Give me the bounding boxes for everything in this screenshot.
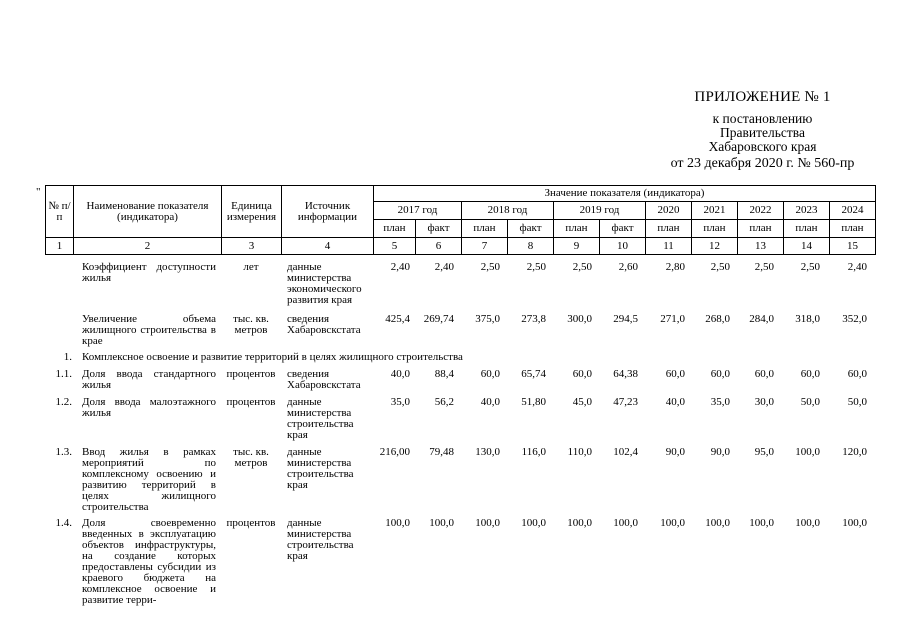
row-number: 1.3.	[55, 446, 72, 458]
value-cell: 60,0	[710, 368, 730, 380]
value-cell: 100,0	[842, 517, 867, 529]
value-cell: 47,23	[613, 396, 638, 408]
value-cell: 2,50	[480, 261, 500, 273]
column-number: 12	[692, 238, 738, 255]
indicator-name: Увеличение объема жилищного строительства в крае	[82, 313, 216, 347]
value-cell: 35,0	[710, 396, 730, 408]
plan-label: план	[738, 220, 784, 238]
column-number: 14	[784, 238, 830, 255]
indicator-name: Доля ввода малоэтажного жилья	[82, 396, 216, 419]
value-cell: 40,0	[480, 396, 500, 408]
value-cell: 2,40	[390, 261, 410, 273]
year-2021: 2021	[692, 202, 738, 220]
indicator-unit: процентов	[226, 517, 276, 529]
row-number: 1.1.	[55, 368, 72, 380]
year-2020: 2020	[646, 202, 692, 220]
indicator-name: Коэффициент доступности жилья	[82, 261, 216, 284]
header-cell-num: № п/п	[46, 186, 74, 238]
value-cell: 88,4	[434, 368, 454, 380]
value-cell: 30,0	[754, 396, 774, 408]
indicator-unit: процентов	[226, 396, 276, 408]
indicator-name: Доля своевременно введенных в эксплуатацию объектов инфраструктуры, на создание которых предоставлены субсидии из краевого бюджета на комплексное освоение и развитие терри-	[82, 517, 216, 606]
indicator-source: сведения Хабаровскстата	[287, 313, 361, 336]
header-date: от 23 декабря 2020 г. № 560-пр	[670, 156, 855, 172]
value-cell: 375,0	[475, 313, 500, 325]
fact-label: факт	[508, 220, 554, 238]
value-cell: 100,0	[429, 517, 454, 529]
column-number: 7	[462, 238, 508, 255]
appendix-title: ПРИЛОЖЕНИЕ № 1	[694, 89, 831, 105]
value-cell: 110,0	[567, 446, 592, 458]
value-cell: 102,4	[613, 446, 638, 458]
indicator-source: данные министерства экономического развития края	[287, 261, 362, 306]
value-cell: 60,0	[847, 368, 867, 380]
value-cell: 100,0	[705, 517, 730, 529]
value-cell: 60,0	[665, 368, 685, 380]
value-cell: 100,0	[567, 517, 592, 529]
column-number: 13	[738, 238, 784, 255]
indicator-unit: тыс. кв. метров	[233, 446, 269, 469]
value-cell: 2,60	[618, 261, 638, 273]
value-cell: 352,0	[842, 313, 867, 325]
value-cell: 2,50	[572, 261, 592, 273]
value-cell: 2,40	[847, 261, 867, 273]
indicator-name: Ввод жилья в рамках мероприятий по комплексному освоению и развитию территорий в целях жилищного строительства	[82, 446, 216, 513]
header-cell-values: Значение показателя (индикатора)	[374, 186, 876, 202]
column-number: 1	[46, 238, 74, 255]
value-cell: 100,0	[475, 517, 500, 529]
year-2022: 2022	[738, 202, 784, 220]
year-2019: 2019 год	[554, 202, 646, 220]
value-cell: 100,0	[749, 517, 774, 529]
year-2024: 2024	[830, 202, 876, 220]
value-cell: 300,0	[567, 313, 592, 325]
indicator-unit: процентов	[226, 368, 276, 380]
indicators-table-header	[45, 185, 876, 255]
value-cell: 79,48	[429, 446, 454, 458]
value-cell: 60,0	[754, 368, 774, 380]
value-cell: 65,74	[521, 368, 546, 380]
value-cell: 50,0	[847, 396, 867, 408]
row-number: 1.2.	[55, 396, 72, 408]
column-number: 15	[830, 238, 876, 255]
value-cell: 2,80	[665, 261, 685, 273]
plan-label: план	[784, 220, 830, 238]
plan-label: план	[554, 220, 600, 238]
value-cell: 64,38	[613, 368, 638, 380]
section-number: 1.	[63, 351, 72, 363]
value-cell: 2,50	[754, 261, 774, 273]
fact-label: факт	[416, 220, 462, 238]
value-cell: 273,8	[521, 313, 546, 325]
appendix-header	[600, 90, 905, 172]
value-cell: 35,0	[390, 396, 410, 408]
value-cell: 100,0	[613, 517, 638, 529]
indicator-unit: лет	[243, 261, 259, 273]
value-cell: 2,50	[800, 261, 820, 273]
value-cell: 100,0	[660, 517, 685, 529]
column-number: 11	[646, 238, 692, 255]
header-line-3: Хабаровского края	[708, 139, 817, 155]
value-cell: 40,0	[390, 368, 410, 380]
plan-label: план	[462, 220, 508, 238]
plan-label: план	[692, 220, 738, 238]
year-2023: 2023	[784, 202, 830, 220]
value-cell: 294,5	[613, 313, 638, 325]
value-cell: 2,40	[434, 261, 454, 273]
value-cell: 130,0	[475, 446, 500, 458]
indicator-unit: тыс. кв. метров	[233, 313, 269, 336]
value-cell: 40,0	[665, 396, 685, 408]
value-cell: 95,0	[754, 446, 774, 458]
column-number: 8	[508, 238, 554, 255]
value-cell: 100,0	[521, 517, 546, 529]
value-cell: 100,0	[795, 517, 820, 529]
value-cell: 2,50	[526, 261, 546, 273]
value-cell: 60,0	[800, 368, 820, 380]
header-cell-name: Наименование показателя (индикатора)	[74, 186, 222, 238]
column-number: 6	[416, 238, 462, 255]
column-number: 2	[74, 238, 222, 255]
value-cell: 51,80	[521, 396, 546, 408]
value-cell: 269,74	[423, 313, 454, 325]
column-number: 9	[554, 238, 600, 255]
value-cell: 284,0	[749, 313, 774, 325]
header-cell-source: Источник информации	[282, 186, 374, 238]
indicator-name: Доля ввода стандартного жилья	[82, 368, 216, 391]
value-cell: 116,0	[521, 446, 546, 458]
indicator-source: данные министерства строительства края	[287, 446, 354, 491]
value-cell: 100,0	[385, 517, 410, 529]
value-cell: 268,0	[705, 313, 730, 325]
value-cell: 60,0	[480, 368, 500, 380]
header-line-1: к постановлению	[712, 110, 813, 126]
value-cell: 318,0	[795, 313, 820, 325]
indicator-source: данные министерства строительства края	[287, 517, 354, 562]
value-cell: 216,00	[379, 446, 410, 458]
value-cell: 271,0	[660, 313, 685, 325]
column-number: 3	[222, 238, 282, 255]
value-cell: 90,0	[710, 446, 730, 458]
value-cell: 56,2	[434, 396, 454, 408]
value-cell: 45,0	[572, 396, 592, 408]
section-title: Комплексное освоение и развитие территорий в целях жилищного строительства	[82, 351, 463, 363]
column-number: 4	[282, 238, 374, 255]
year-2018: 2018 год	[462, 202, 554, 220]
value-cell: 100,0	[795, 446, 820, 458]
column-number: 10	[600, 238, 646, 255]
value-cell: 425,4	[385, 313, 410, 325]
header-cell-unit: Единица измерения	[222, 186, 282, 238]
plan-label: план	[646, 220, 692, 238]
plan-label: план	[830, 220, 876, 238]
value-cell: 2,50	[710, 261, 730, 273]
value-cell: 60,0	[572, 368, 592, 380]
indicator-source: данные министерства строительства края	[287, 396, 354, 441]
row-number: 1.4.	[55, 517, 72, 529]
value-cell: 90,0	[665, 446, 685, 458]
value-cell: 50,0	[800, 396, 820, 408]
indicator-source: сведения Хабаровскстата	[287, 368, 361, 391]
value-cell: 120,0	[842, 446, 867, 458]
plan-label: план	[374, 220, 416, 238]
column-number: 5	[374, 238, 416, 255]
opening-quote: "	[36, 186, 41, 198]
fact-label: факт	[600, 220, 646, 238]
header-line-2: Правительства	[720, 124, 805, 140]
year-2017: 2017 год	[374, 202, 462, 220]
